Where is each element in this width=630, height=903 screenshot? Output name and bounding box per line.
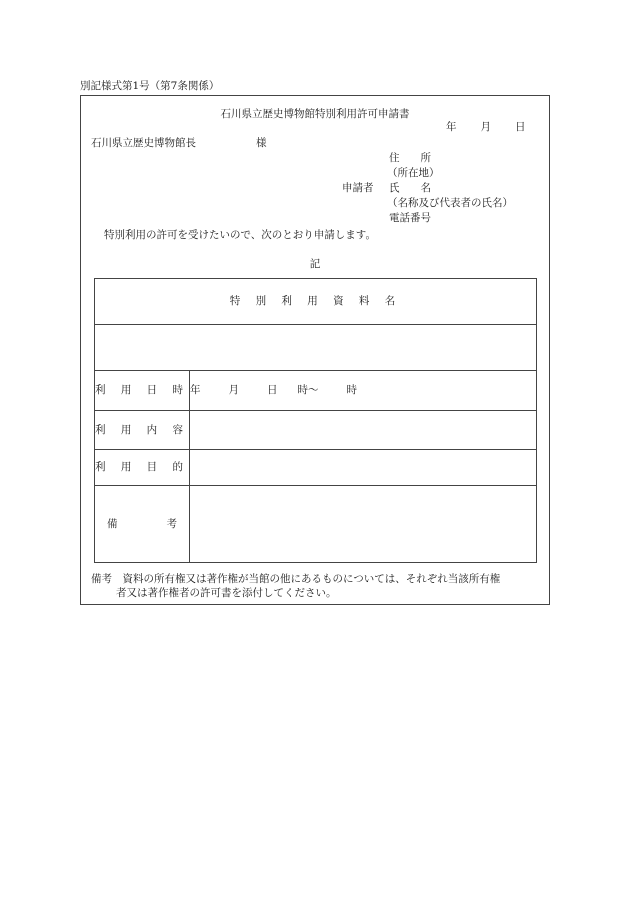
name-label: 氏 名 — [389, 182, 431, 194]
note-line-1: 備考 資料の所有権又は著作権が当館の他にあるものについては、それぞれ当該所有権 — [91, 573, 501, 585]
remarks-row — [95, 486, 537, 563]
ki-heading: 記 — [309, 258, 321, 270]
remarks-label-2: 考 — [166, 517, 177, 530]
datetime-label-cell — [95, 371, 190, 411]
purpose-label-cell — [95, 450, 190, 486]
datetime-row — [95, 371, 537, 411]
form-title: 石川県立歴史博物館特別利用許可申請書 — [220, 108, 410, 120]
content-label: 利 用 内 容 — [95, 423, 190, 436]
content-row — [95, 411, 537, 450]
details-table — [94, 278, 537, 563]
datetime-label: 利 用 日 時 — [95, 384, 190, 397]
datetime-field[interactable] — [190, 371, 537, 411]
material-name-row — [95, 325, 537, 371]
phone-label: 電話番号 — [389, 212, 431, 224]
datetime-day: 日 — [267, 384, 278, 397]
honorific: 様 — [256, 137, 267, 149]
intro-text: 特別利用の許可を受けたいので、次のとおり申請します。 — [104, 229, 376, 241]
date-day-label: 日 — [515, 121, 526, 133]
date-line — [446, 122, 526, 133]
note-line-2: 者又は著作権者の許可書を添付してください。 — [116, 587, 337, 599]
addressee: 石川県立歴史博物館長 — [91, 137, 196, 149]
datetime-year: 年 — [190, 384, 201, 397]
content-field[interactable] — [190, 411, 537, 450]
material-name-header-text: 特 別 利 用 資 料 名 — [229, 295, 402, 308]
address-label: 住 所 — [389, 152, 431, 164]
remarks-label-1: 備 — [107, 517, 118, 530]
purpose-field[interactable] — [190, 450, 537, 486]
address-sub-label: （所在地） — [387, 167, 440, 179]
date-month-label: 月 — [480, 121, 491, 133]
remarks-field[interactable] — [190, 486, 537, 563]
datetime-from: 時～ — [297, 384, 319, 397]
name-sub-label: （名称及び代表者の氏名） — [387, 197, 513, 209]
datetime-month: 月 — [228, 384, 239, 397]
table-header-row — [95, 279, 537, 325]
form-number: 別記様式第1号（第7条関係） — [80, 80, 220, 92]
datetime-to: 時 — [346, 384, 357, 397]
material-name-field[interactable] — [95, 325, 537, 371]
content-label-cell — [95, 411, 190, 450]
remarks-label-cell — [95, 486, 190, 563]
purpose-row — [95, 450, 537, 486]
date-year-label: 年 — [446, 121, 457, 133]
applicant-label: 申請者 — [342, 182, 374, 194]
material-name-header — [95, 279, 537, 325]
purpose-label: 利 用 目 的 — [95, 461, 190, 474]
